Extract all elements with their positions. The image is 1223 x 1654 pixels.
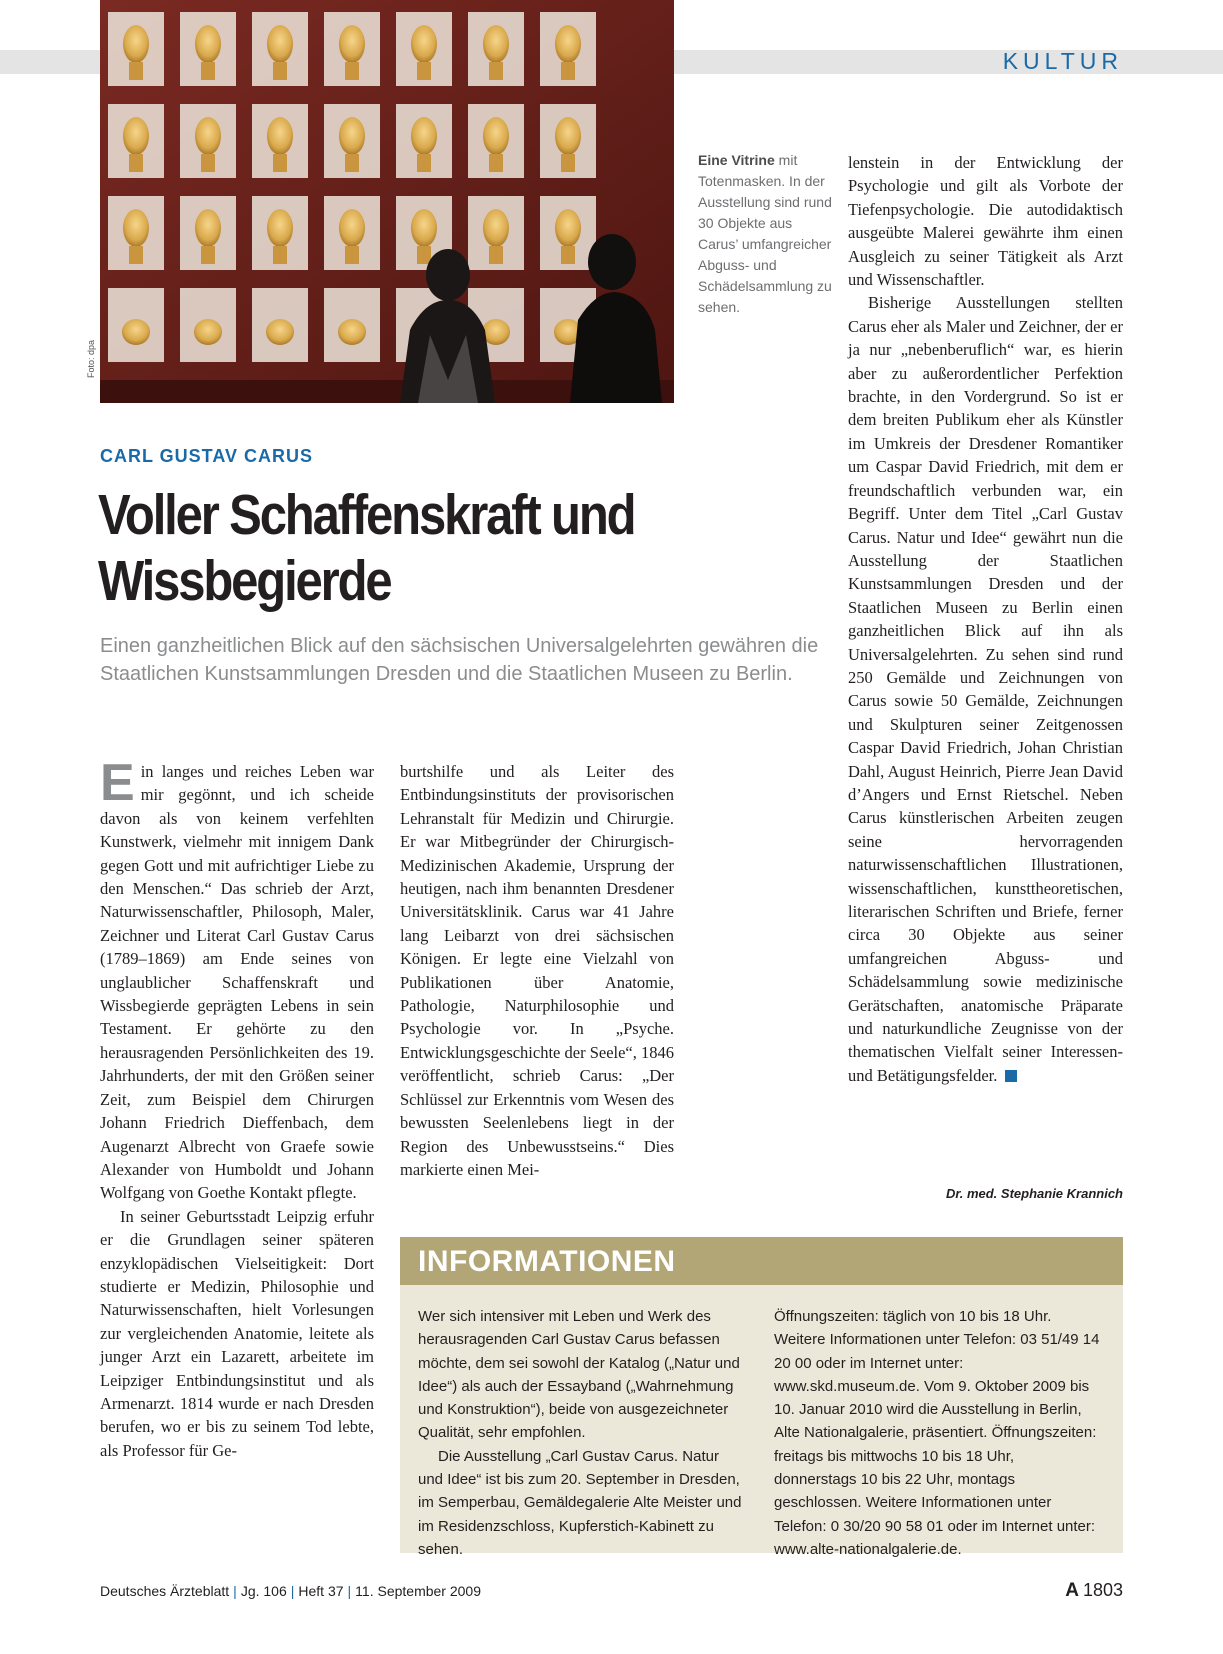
article-paragraph: lenstein in der Entwicklung der Psychologie und gilt als Vorbote der Tiefenpsychologie. Die autodidaktisch ausgeübte Malerei gewährte ihm einen Ausgleich zu seiner Tätigkeit als Arzt und Wissenschaftler. xyxy=(848,153,1123,290)
photo-credit: Foto: dpa xyxy=(86,339,96,378)
mask-figure xyxy=(194,319,222,345)
mask-figure xyxy=(195,25,221,63)
mask-stand xyxy=(345,62,359,80)
mask-figure xyxy=(411,25,437,63)
mask-figure xyxy=(411,209,437,247)
mask-figure xyxy=(555,117,581,155)
mask-figure xyxy=(267,117,293,155)
mask-figure xyxy=(123,117,149,155)
article-paragraph: burtshilfe und als Leiter des Entbindungsinstituts der provisorischen Lehranstalt für Medizin und Chirurgie. Er war Mitbegründer der Chirurgisch-Medizinischen Akademie, Ursprung der heutigen, nach ihm benannten Dresdener Universitätsklinik. Carus war 41 Jahre lang Leibarzt von drei sächsischen Königen. Er legte eine Vielzahl von Publikationen über Anatomie, Pathologie, Naturphilosophie und Psychologie vor. In „Psyche. Entwicklungsgeschichte der Seele“, 1846 veröffentlicht, schrieb Carus: „Der Schlüssel zur Erkenntnis vom Wesen des bewussten Seelenlebens liegt in der Region des Unbewusstseins.“ Dies markierte einen Mei- xyxy=(400,762,674,1179)
info-box-body xyxy=(400,1285,1123,1558)
mask-figure xyxy=(122,319,150,345)
footer-volume: Jg. 106 xyxy=(240,1583,287,1599)
info-paragraph: Die Ausstellung „Carl Gustav Carus. Natur und Idee“ ist bis zum 20. September in Dresden, im Semperbau, Gemäldegalerie Alte Meister und im Residenzschloss, Kupferstich-Kabinett zu sehen. xyxy=(418,1447,742,1558)
info-box-header xyxy=(400,1237,1123,1285)
footer-separator: | xyxy=(233,1583,237,1599)
mask-figure xyxy=(195,209,221,247)
mask-figure xyxy=(411,117,437,155)
footer-issue: Heft 37 xyxy=(298,1583,344,1599)
article-column-3 xyxy=(848,151,1123,1087)
headline: Voller Schaffenskraft und Wissbegierde xyxy=(98,483,635,613)
mask-stand xyxy=(489,246,503,264)
drop-cap: E xyxy=(100,754,135,812)
mask-stand xyxy=(129,154,143,172)
mask-stand xyxy=(273,246,287,264)
header-rule-right xyxy=(674,50,1223,74)
mask-figure xyxy=(555,25,581,63)
mask-figure xyxy=(555,209,581,247)
mask-stand xyxy=(561,62,575,80)
exhibition-photo xyxy=(100,0,674,403)
mask-stand xyxy=(489,154,503,172)
page-number xyxy=(1065,1580,1123,1602)
header-rule-left xyxy=(0,50,100,74)
mask-stand xyxy=(561,246,575,264)
mask-stand xyxy=(417,154,431,172)
info-column-1 xyxy=(418,1305,744,1561)
mask-figure xyxy=(266,319,294,345)
page-prefix: A xyxy=(1065,1580,1079,1601)
mask-stand xyxy=(417,62,431,80)
caption-text: mit Totenmasken. In der Ausstellung sind rund 30 Objekte aus Carus’ umfangreicher Abguss- und Schädelsammlung zu sehen. xyxy=(698,152,832,315)
mask-stand xyxy=(273,154,287,172)
article-paragraph: in langes und reiches Leben war mir gegönnt, und ich scheide davon als von keinem verfehlten Kunstwerk, vielmehr mit innigem Dank gegen Gott und mit aufrichtiger Liebe zu den Menschen.“ Das schrieb der Arzt, Naturwissenschaftler, Philosoph, Maler, Zeichner und Literat Carl Gustav Carus (1789–1869) am Ende seines von unglaublicher Schaffenskraft und Wissbegierde geprägten Lebens in sein Testament. Er gehörte zu den herausragenden Persönlichkeiten des 19. Jahrhunderts, der mit den Größen seiner Zeit, zum Beispiel dem Chirurgen Johann Friedrich Dieffenbach, dem Augenarzt Albrecht von Graefe sowie Alexander von Humboldt und Johann Wolfgang von Goethe Kontakt pflegte. xyxy=(100,762,374,1203)
mask-figure xyxy=(483,117,509,155)
mask-figure xyxy=(483,209,509,247)
dek: Einen ganzheitlichen Blick auf den sächsischen Universalgelehrten gewähren die Staatlichen Kunstsammlungen Dresden und die Staatlichen Museen zu Berlin. xyxy=(100,635,819,685)
section-label: KULTUR xyxy=(1002,48,1123,74)
mask-stand xyxy=(201,154,215,172)
mask-stand xyxy=(345,154,359,172)
caption-lead: Eine Vitrine xyxy=(698,152,775,168)
info-paragraph: Wer sich intensiver mit Leben und Werk des herausragenden Carl Gustav Carus befassen möchte, dem sei sowohl der Katalog („Natur und Idee“) als auch der Essayband („Wahrnehmung und Konstruktion“), beide von ausgezeichneter Qualität, sehr empfohlen. xyxy=(418,1308,740,1442)
info-column-2 xyxy=(774,1305,1100,1561)
death-mask-vitrine-image xyxy=(100,0,674,403)
footer-separator: | xyxy=(347,1583,352,1599)
info-box-title: INFORMATIONEN xyxy=(418,1245,676,1278)
mask-figure xyxy=(483,25,509,63)
page-number-value: 1803 xyxy=(1082,1580,1123,1600)
mask-stand xyxy=(345,246,359,264)
mask-figure xyxy=(267,25,293,63)
mask-stand xyxy=(201,62,215,80)
photo-caption xyxy=(698,150,833,318)
mask-stand xyxy=(273,62,287,80)
mask-stand xyxy=(489,62,503,80)
mask-figure xyxy=(339,209,365,247)
mask-figure xyxy=(339,25,365,63)
article-paragraph: In seiner Geburtsstadt Leipzig erfuhr er die Grundlagen seiner späteren enzyklopädischen Vielseitigkeit: Dort studierte er Medizin, Philosophie und Naturwissenschaften, hielt Vorlesungen zur vergleichenden Anatomie, leitete als junger Arzt ein Lazarett, arbeitete im Leipziger Entbindungsinstitut und als Armenarzt. 1814 wurde er nach Dresden berufen, wo er bis zu seinem Tod lebte, als Professor für Ge- xyxy=(100,1206,374,1460)
article-column-2 xyxy=(400,760,674,1181)
mask-stand xyxy=(561,154,575,172)
mask-figure xyxy=(123,25,149,63)
mask-figure xyxy=(339,117,365,155)
kicker: CARL GUSTAV CARUS xyxy=(100,446,314,466)
page-footer xyxy=(100,1580,1123,1607)
mask-stand xyxy=(129,246,143,264)
footer-journal: Deutsches Ärzteblatt xyxy=(100,1583,230,1599)
mask-stand xyxy=(201,246,215,264)
mask-figure xyxy=(123,209,149,247)
mask-figure xyxy=(338,319,366,345)
article-column-1 xyxy=(100,754,374,1462)
end-mark-icon xyxy=(1005,1070,1017,1082)
info-paragraph: Öffnungszeiten: täglich von 10 bis 18 Uhr. Weitere Informationen unter Telefon: 03 51/49 14 20 00 oder im Internet unter: www.skd.museum.de. Vom 9. Oktober 2009 bis 10. Januar 2010 wird die Ausstellung in Berlin, Alte Nationalgalerie, präsentiert. Öffnungszeiten: freitags bis mittwochs 10 bis 18 Uhr, donnerstags 10 bis 22 Uhr, montags geschlossen. Weitere Informationen unter Telefon: 0 30/20 90 58 01 oder im Internet unter: www.alte-nationalgalerie.de. xyxy=(774,1308,1100,1558)
mask-figure xyxy=(267,209,293,247)
article-paragraph: Bisherige Ausstellungen stellten Carus eher als Maler und Zeichner, der er ja nur „nebenberuflich“ war, es hierin aber zu außerordentlicher Perfektion brachte, in den Vordergrund. So ist er dem breiten Publikum eher als Künstler im Umkreis der Dresdener Romantiker um Caspar David Friedrich, mit dem er freundschaftlich verbunden war, ein Begriff. Unter dem Titel „Carl Gustav Carus. Natur und Idee“ gewährt nun die Ausstellung der Staatlichen Kunstsammlungen Dresden und der Staatlichen Museen zu Berlin einen ganzheitlichen Blick auf ihn als Universalgelehrten. Zu sehen sind rund 250 Gemälde und Zeichnungen von Carus sowie 50 Gemälde, Zeichnungen und Skulpturen seiner Zeitgenossen Caspar David Friedrich, Johan Christian Dahl, August Heinrich, Pierre Jean David d’Angers und Ernst Rietschel. Neben Carus künstlerischen Arbeiten zeugen seine hervorragenden naturwissenschaftlichen Illustrationen, wissenschaftlichen, kunsttheoretischen, literarischen Schriften und Briefe, ferner circa 30 Objekte aus seiner umfangreichen Abguss- und Schädelsammlung sowie medizinische Gerätschaften, anatomische Präparate und naturkundliche Zeugnisse von der thematischen Vielfalt seiner Interessen- und Betätigungsfelder. xyxy=(848,293,1123,1085)
mask-stand xyxy=(129,62,143,80)
author-byline: Dr. med. Stephanie Krannich xyxy=(946,1186,1123,1201)
footer-date: 11. September 2009 xyxy=(355,1583,482,1599)
mask-figure xyxy=(195,117,221,155)
mask-stand xyxy=(417,246,431,264)
footer-separator: | xyxy=(290,1583,295,1599)
